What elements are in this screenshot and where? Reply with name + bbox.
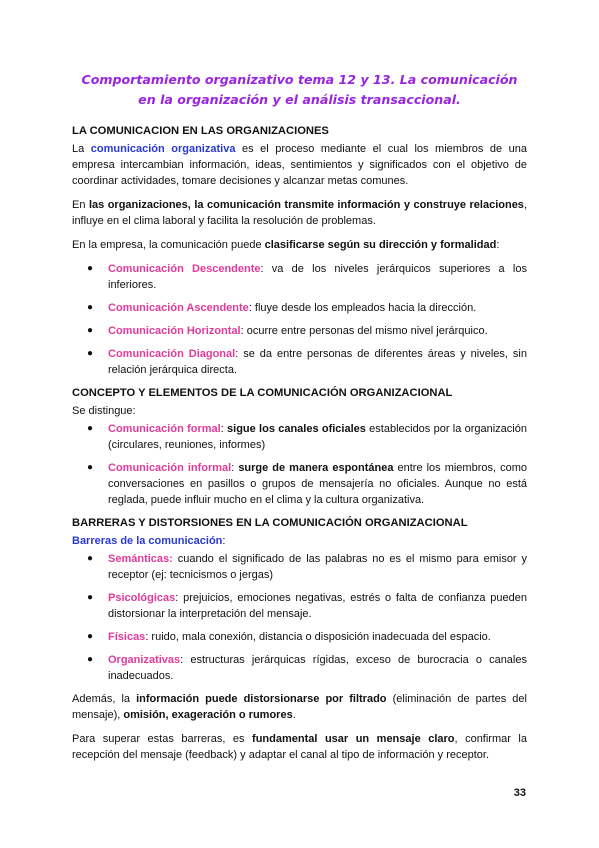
list-term: Organizativas — [108, 654, 181, 666]
list-item — [72, 346, 527, 378]
list-term: Físicas — [108, 631, 146, 643]
list-direccion — [72, 261, 527, 378]
subheading-barreras — [72, 533, 527, 549]
list-text: : estructuras jerárquicas rígidas, exceso de burocracia o canales inadecuados. — [108, 654, 527, 682]
text: : — [496, 239, 500, 251]
bullet-icon: ● — [87, 423, 94, 434]
text: Para superar estas barreras, es — [72, 733, 253, 745]
bold-text: información puede distorsionarse por filtrado — [136, 693, 387, 705]
paragraph-definicion — [72, 141, 527, 189]
bold-text: sigue los canales oficiales — [227, 423, 366, 435]
list-item — [72, 629, 527, 645]
text: . — [292, 709, 296, 721]
text: es el proceso mediante el cual los miembros de una empresa intercambian información, ideas, sentimientos y significados con el objetivo de coordinar actividades, tomare decisiones y alcanzar metas comunes. — [72, 143, 527, 187]
list-term: Comunicación Descendente — [108, 263, 261, 275]
list-text: : se da entre personas de diferentes áreas y niveles, sin relación jerárquica directa. — [108, 348, 527, 376]
bullet-icon: ● — [87, 348, 94, 359]
list-term: Comunicación Horizontal — [108, 325, 241, 337]
bullet-icon: ● — [87, 592, 94, 603]
list-item — [72, 590, 527, 622]
bold-text: surge de manera espontánea — [238, 462, 394, 474]
paragraph-clasificacion — [72, 237, 527, 253]
bullet-icon: ● — [87, 263, 94, 274]
bold-text: las organizaciones, la comunicación transmite información y construye relaciones — [88, 199, 524, 211]
list-term: Semánticas: — [108, 553, 173, 565]
document-title: Comportamiento organizativo tema 12 y 13. La comunicación en la organización y el análisis transaccional. — [81, 72, 518, 107]
list-formalidad — [72, 421, 527, 508]
list-text: : — [220, 423, 228, 435]
page-number: 33 — [513, 787, 526, 799]
list-text: : va de los niveles jerárquicos superiores a los inferiores. — [108, 263, 527, 291]
paragraph-organizaciones — [72, 197, 527, 229]
list-term: Psicológicas — [108, 592, 176, 604]
list-item — [72, 652, 527, 684]
text: En la empresa, la comunicación puede — [72, 239, 265, 251]
list-text: : prejuicios, emociones negativas, estrés o falta de confianza pueden distorsionar la interpretación del mensaje. — [108, 592, 527, 620]
bullet-icon: ● — [87, 631, 94, 642]
list-text: cuando el significado de las palabras no es el mismo para emisor y receptor (ej: tecnicismos o jergas) — [108, 553, 527, 581]
list-term: Comunicación Ascendente — [108, 302, 249, 314]
bullet-icon: ● — [87, 325, 94, 336]
text: , influye en el clima laboral y facilita la resolución de problemas. — [72, 199, 527, 227]
text: La — [72, 143, 91, 155]
list-text: : fluye desde los empleados hacia la dirección. — [248, 302, 477, 314]
bold-text: omisión, exageración o rumores — [123, 709, 293, 721]
list-text: : ocurre entre personas del mismo nivel jerárquico. — [240, 325, 488, 337]
list-item — [72, 323, 527, 339]
list-term: Comunicación formal — [108, 423, 221, 435]
list-text: entre los miembros, como conversaciones en pasillos o grupos de mensajería no oficiales. Aunque no está reglada, puede influir mucho en el clima y la cultura organizativa. — [108, 462, 527, 506]
bold-text: fundamental usar un mensaje claro — [252, 733, 455, 745]
section-heading-concepto: CONCEPTO Y ELEMENTOS DE LA COMUNICACIÓN ORGANIZACIONAL — [72, 387, 453, 399]
bold-text: clasificarse según su dirección y formalidad — [264, 239, 497, 251]
section-heading-barreras: BARRERAS Y DISTORSIONES EN LA COMUNICACIÓN ORGANIZACIONAL — [72, 517, 468, 529]
bullet-icon: ● — [87, 654, 94, 665]
list-item — [72, 551, 527, 583]
text: Además, la — [72, 693, 137, 705]
text: (eliminación de partes del mensaje), — [72, 693, 527, 721]
term-comunicacion-organizativa: comunicación organizativa — [90, 143, 236, 155]
list-item — [72, 460, 527, 508]
bullet-icon: ● — [87, 302, 94, 313]
list-text: : ruido, mala conexión, distancia o disposición inadecuada del espacio. — [145, 631, 491, 643]
list-item — [72, 300, 527, 316]
document-page — [72, 70, 527, 771]
section-heading-comunicacion: LA COMUNICACION EN LAS ORGANIZACIONES — [72, 125, 329, 137]
list-term: Comunicación Diagonal — [108, 348, 236, 360]
list-text: : — [231, 462, 239, 474]
list-item — [72, 421, 527, 453]
text: En — [72, 199, 89, 211]
bullet-icon: ● — [87, 553, 94, 564]
subheading-text: Barreras de la comunicación — [72, 535, 223, 547]
list-text: establecidos por la organización (circulares, reuniones, informes) — [108, 423, 527, 451]
list-item — [72, 261, 527, 293]
paragraph-distorsion — [72, 691, 527, 723]
list-term: Comunicación informal — [108, 462, 232, 474]
paragraph-superar — [72, 731, 527, 763]
paragraph-intro: Se distingue: — [72, 405, 136, 417]
text: , confirmar la recepción del mensaje (feedback) y adaptar el canal al tipo de información y receptor. — [72, 733, 527, 761]
colon: : — [222, 535, 226, 547]
list-barreras — [72, 551, 527, 684]
bullet-icon: ● — [87, 462, 94, 473]
